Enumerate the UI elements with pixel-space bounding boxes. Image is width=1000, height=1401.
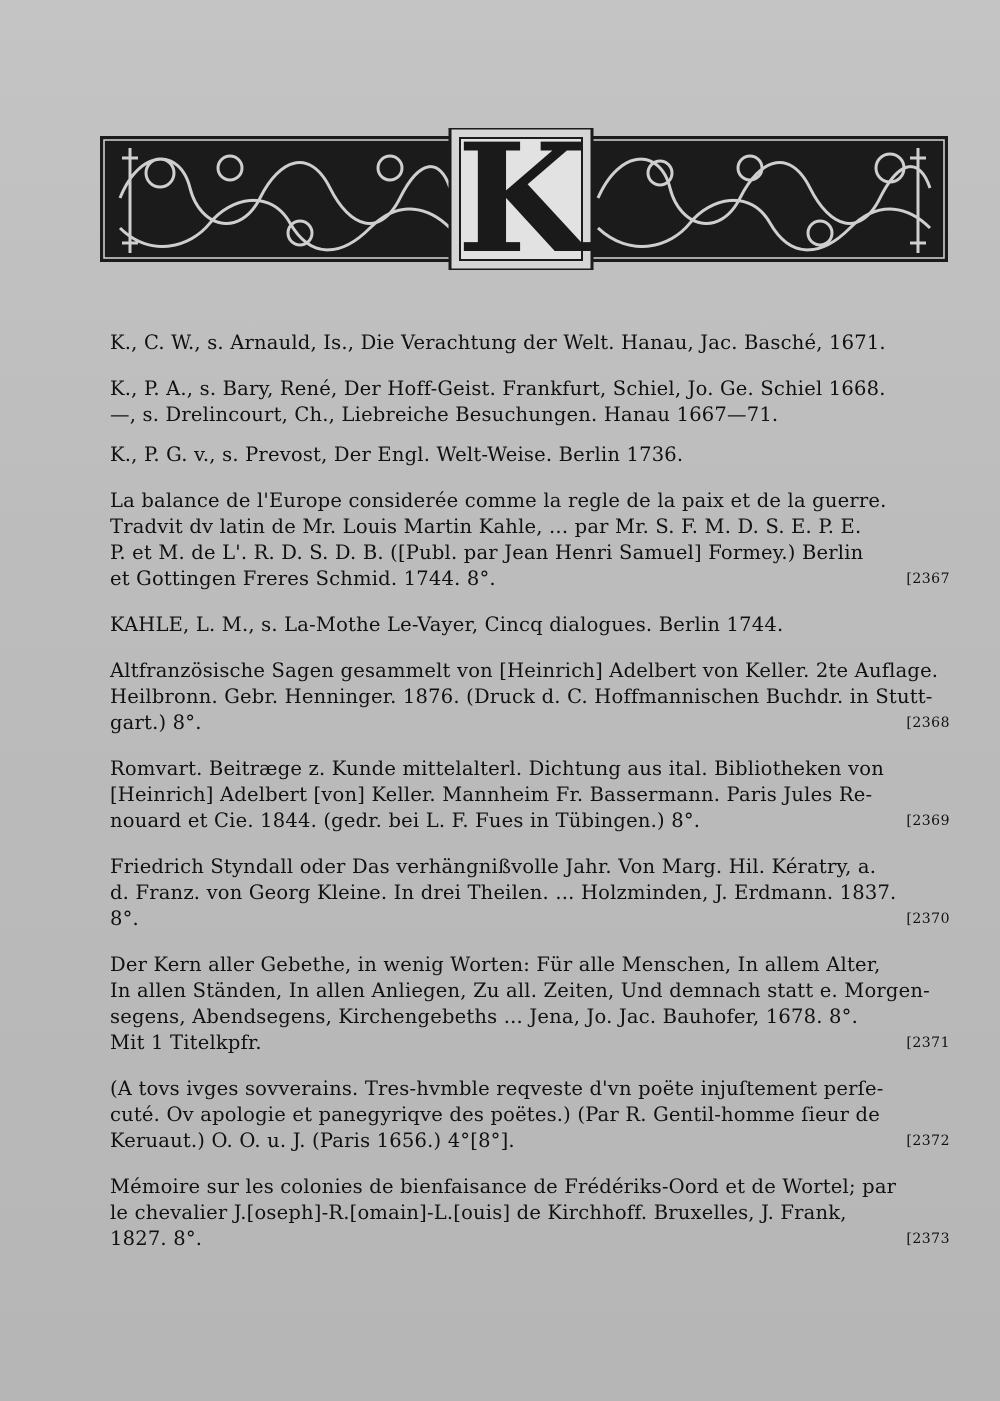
entry-line: P. et M. de L'. R. D. S. D. B. ([Publ. par Jean Henri Samuel] Formey.) Berlin — [110, 541, 864, 564]
entry-line: K., P. A., s. Bary, René, Der Hoff-Geist. Frankfurt, Schiel, Jo. Ge. Schiel 1668. — [110, 377, 886, 400]
entry-line: In allen Ständen, In allen Anliegen, Zu all. Zeiten, Und demnach statt e. Morgen- — [110, 979, 930, 1002]
entry-line: Der Kern aller Gebethe, in wenig Worten: Für alle Menschen, In allem Alter, — [110, 953, 881, 976]
entry-line: gart.) 8°. — [110, 711, 202, 734]
entry-line: Altfranzösische Sagen gesammelt von [Heinrich] Adelbert von Keller. 2te Auflage. — [110, 659, 939, 682]
entry-number: [2369 — [906, 813, 950, 829]
bibliography-entry — [110, 612, 950, 638]
entry-number: [2373 — [906, 1231, 950, 1247]
entry-line: 8°. — [110, 907, 139, 930]
ornamental-header — [100, 111, 948, 287]
drop-cap-initial: K — [456, 111, 588, 287]
bibliography-entry — [110, 1174, 950, 1252]
entry-line: Tradvit dv latin de Mr. Louis Martin Kahle, ... par Mr. S. F. M. D. S. E. P. E. — [110, 515, 862, 538]
entry-number: [2371 — [906, 1035, 950, 1051]
entry-line: —, s. Drelincourt, Ch., Liebreiche Besuchungen. Hanau 1667—71. — [110, 403, 779, 426]
entry-line: [Heinrich] Adelbert [von] Keller. Mannheim Fr. Bassermann. Paris Jules Re- — [110, 783, 873, 806]
entry-number: [2367 — [906, 571, 950, 587]
entry-line: Mit 1 Titelkpfr. — [110, 1031, 262, 1054]
bibliography-entry — [110, 442, 950, 468]
bibliography-entry — [110, 854, 950, 932]
entry-number: [2368 — [906, 715, 950, 731]
bibliography-entry — [110, 1076, 950, 1154]
entry-line: Mémoire sur les colonies de bienfaisance de Frédériks-Oord et de Wortel; par — [110, 1175, 897, 1198]
entry-line: segens, Abendsegens, Kirchengebeths ... Jena, Jo. Jac. Bauhofer, 1678. 8°. — [110, 1005, 858, 1028]
bibliography-entry — [110, 376, 950, 428]
entry-line: et Gottingen Freres Schmid. 1744. 8°. — [110, 567, 496, 590]
bibliography-entry — [110, 488, 950, 592]
entry-line: cuté. Ov apologie et panegyriqve des poëtes.) (Par R. Gentil-homme ſieur de — [110, 1103, 880, 1126]
entry-line: (A tovs ivges sovverains. Tres-hvmble reqveste d'vn poëte injuſtement perſe- — [110, 1077, 884, 1100]
entry-line: La balance de l'Europe considerée comme la regle de la paix et de la guerre. — [110, 489, 887, 512]
entry-line: Keruaut.) O. O. u. J. (Paris 1656.) 4°[8°]. — [110, 1129, 515, 1152]
bibliography-entry — [110, 658, 950, 736]
entry-number: [2370 — [906, 911, 950, 927]
entry-number: [2372 — [906, 1133, 950, 1149]
bibliography-entry — [110, 952, 950, 1056]
bibliography-entry — [110, 330, 950, 356]
entry-line: KAHLE, L. M., s. La-Mothe Le-Vayer, Cincq dialogues. Berlin 1744. — [110, 613, 784, 636]
entry-line: Romvart. Beitræge z. Kunde mittelalterl. Dichtung aus ital. Bibliotheken von — [110, 757, 884, 780]
entry-line: le chevalier J.[oseph]-R.[omain]-L.[ouis] de Kirchhoff. Bruxelles, J. Frank, — [110, 1201, 847, 1224]
entry-line: nouard et Cie. 1844. (gedr. bei L. F. Fues in Tübingen.) 8°. — [110, 809, 701, 832]
bibliography-entries — [110, 330, 950, 1272]
entry-line: K., P. G. v., s. Prevost, Der Engl. Welt-Weise. Berlin 1736. — [110, 443, 684, 466]
entry-line: K., C. W., s. Arnauld, Is., Die Verachtung der Welt. Hanau, Jac. Basché, 1671. — [110, 331, 886, 354]
entry-line: Heilbronn. Gebr. Henninger. 1876. (Druck d. C. Hoffmannischen Buchdr. in Stutt- — [110, 685, 933, 708]
bibliography-entry — [110, 756, 950, 834]
entry-line: 1827. 8°. — [110, 1227, 203, 1250]
entry-line: Friedrich Styndall oder Das verhängnißvolle Jahr. Von Marg. Hil. Kératry, a. — [110, 855, 877, 878]
entry-line: d. Franz. von Georg Kleine. In drei Theilen. ... Holzminden, J. Erdmann. 1837. — [110, 881, 897, 904]
